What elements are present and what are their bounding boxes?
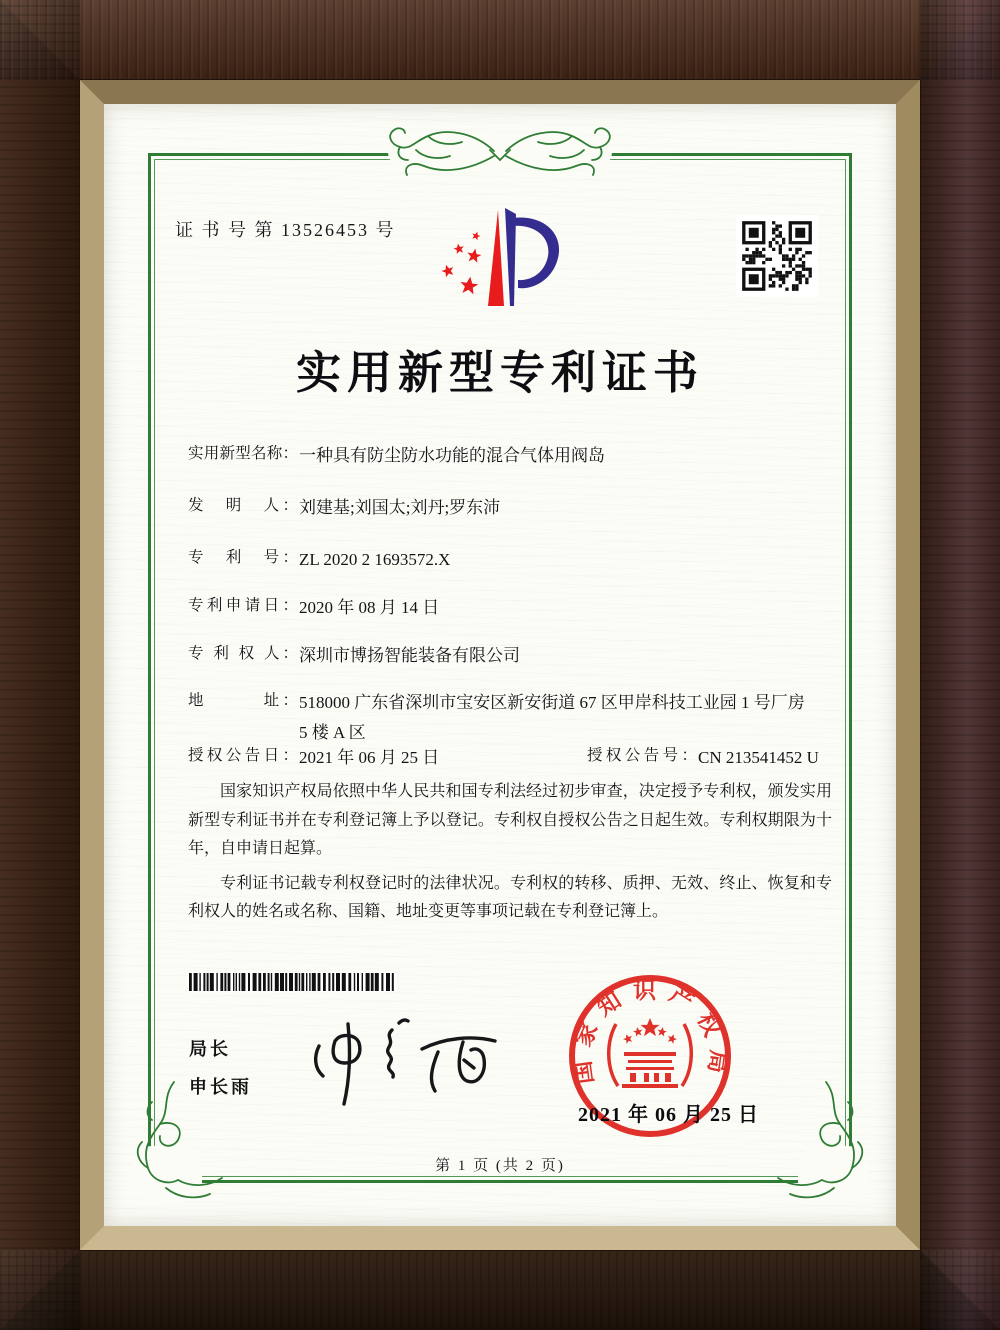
field-row-patentee [188, 641, 811, 671]
page-footer: 第 1 页 (共 2 页) [435, 1158, 565, 1174]
grant-number-value: CN 213541452 U [698, 748, 819, 767]
field-value: 刘建基;刘国太;刘丹;罗东沛 [299, 498, 501, 517]
top-dragon-ornament [370, 120, 630, 184]
qr-code [736, 214, 818, 298]
legal-text [188, 778, 832, 933]
seal-text: 国家知识产权局 [568, 978, 732, 1086]
field-value: 518000 广东省深圳市宝安区新安街道 67 区甲岸科技工业园 1 号厂房 5 楼 A 区 [299, 693, 805, 742]
barcode [187, 972, 397, 992]
field-value: 深圳市博扬智能装备有限公司 [299, 646, 520, 665]
field-label: 地 址： [188, 692, 298, 709]
field-value: 2020 年 08 月 14 日 [299, 598, 440, 617]
seal-date: 2021 年 06 月 25 日 [578, 1104, 759, 1126]
field-row-patent-number [188, 545, 811, 575]
grant-date-value: 2021 年 06 月 25 日 [299, 748, 440, 767]
signature [304, 1008, 509, 1116]
bottom-right-ornament [768, 1076, 878, 1206]
field-row-address [188, 688, 811, 748]
field-label: 专 利 权 人： [188, 645, 298, 662]
field-row-inventors [188, 493, 811, 523]
certificate-title: 实用新型专利证书 [295, 348, 704, 398]
field-row-grant [188, 743, 888, 773]
national-emblem [609, 1018, 692, 1088]
signer-title: 局长 [189, 1039, 231, 1059]
certificate-number: 证 书 号 第 13526453 号 [175, 220, 396, 240]
signer-name: 申长雨 [189, 1077, 252, 1097]
field-label: 发 明 人： [188, 497, 298, 514]
grant-number-label: 授权公告号： [587, 747, 697, 764]
field-label: 实用新型名称： [188, 445, 298, 462]
legal-paragraph-1: 国家知识产权局依照中华人民共和国专利法经过初步审查，决定授予专利权，颁发实用新型专利证书并在专利登记簿上予以登记。专利权自授权公告之日起生效。专利权期限为十年，自申请日起算。 [188, 783, 832, 857]
field-row-name [188, 441, 811, 471]
field-label: 专 利 号： [188, 549, 298, 566]
grant-date-label: 授权公告日： [188, 747, 298, 764]
certificate-paper [104, 104, 896, 1226]
legal-paragraph-2: 专利证书记载专利权登记时的法律状况。专利权的转移、质押、无效、终止、恢复和专利权人的姓名或名称、国籍、地址变更等事项记载在专利登记簿上。 [188, 874, 832, 920]
field-row-filing-date [188, 593, 811, 623]
field-value: 一种具有防尘防水功能的混合气体用阀岛 [299, 446, 605, 465]
cnipa-logo [426, 196, 576, 320]
field-label: 专利申请日： [188, 597, 298, 614]
field-value: ZL 2020 2 1693572.X [299, 550, 451, 569]
